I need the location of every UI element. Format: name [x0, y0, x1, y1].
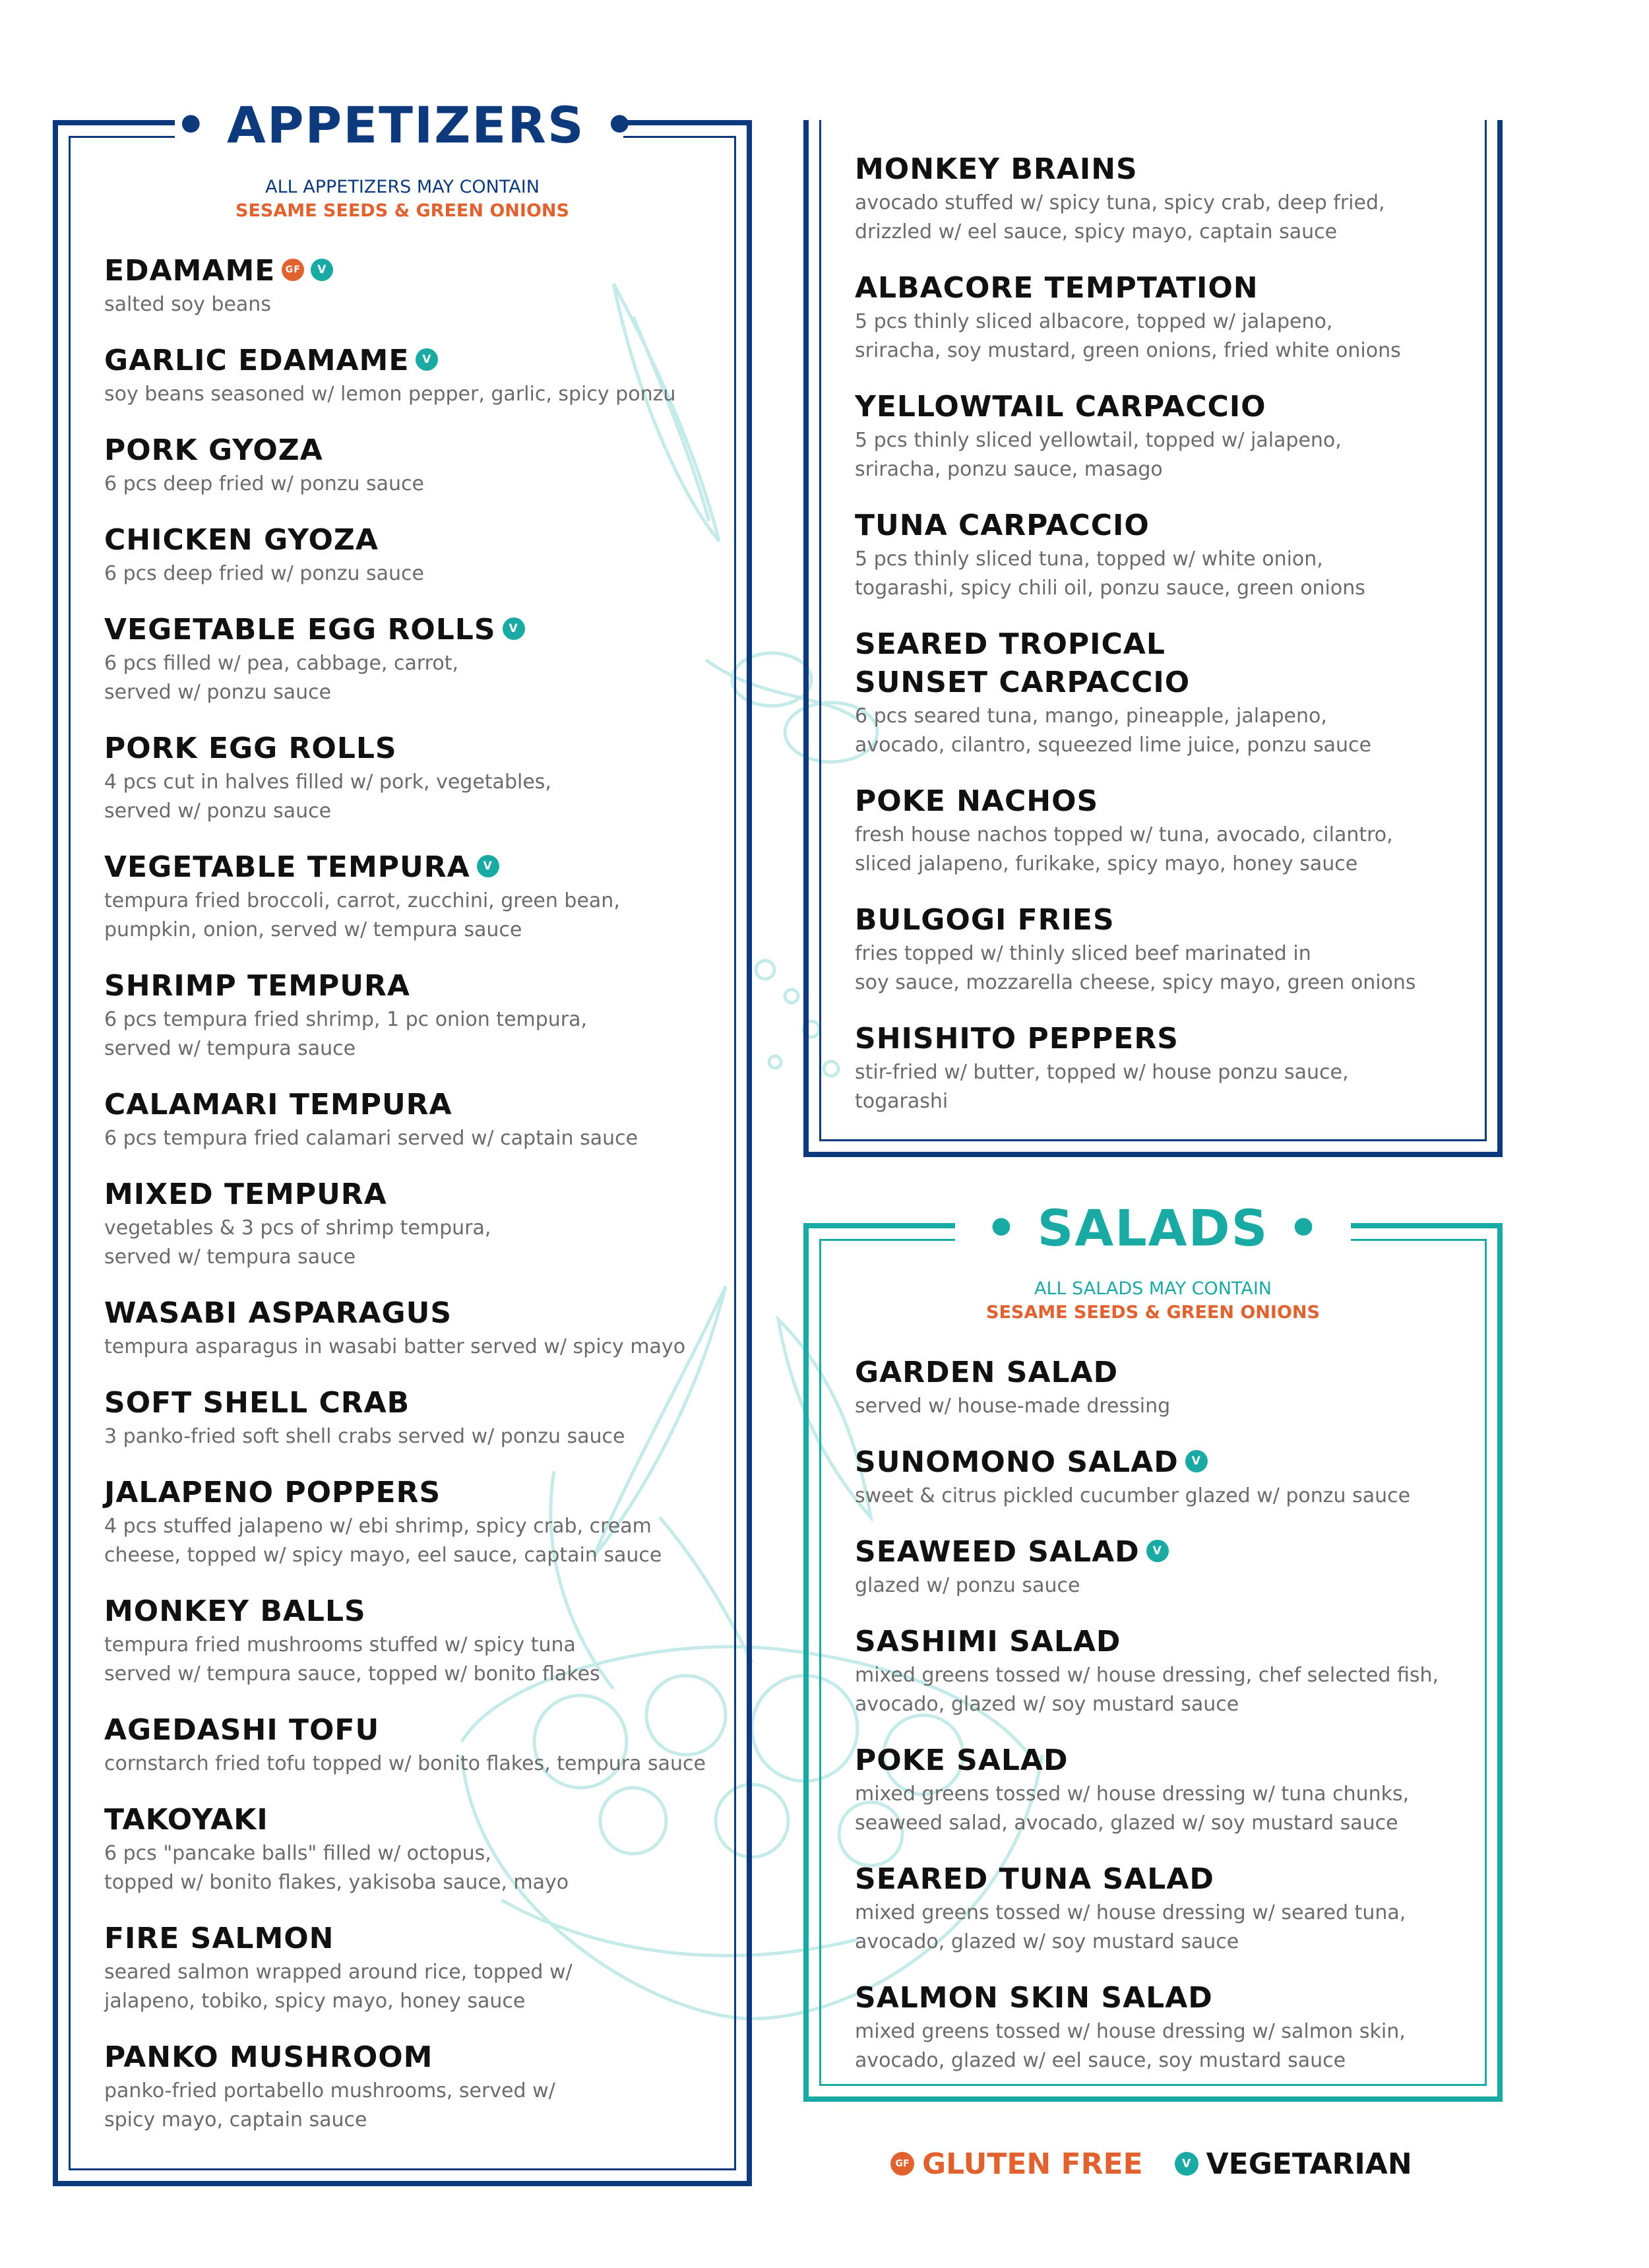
menu-item-name-line: CALAMARI TEMPURA: [104, 1088, 452, 1121]
menu-item: [104, 1711, 737, 1779]
menu-item-name-line: SOFT SHELL CRAB: [104, 1386, 410, 1420]
menu-item-name: [104, 730, 737, 768]
menu-item-name-line: POKE SALAD: [855, 1744, 1069, 1777]
salads-note-line1: ALL SALADS MAY CONTAIN: [1034, 1278, 1272, 1299]
menu-item-name: [104, 521, 737, 559]
menu-item-name-line: SEARED TUNA SALAD: [855, 1862, 1214, 1896]
menu-item-description: avocado stuffed w/ spicy tuna, spicy crab, deep fried, drizzled w/ eel sauce, spicy mayo, captain sauce: [855, 191, 1385, 243]
vegetarian-icon: V: [311, 259, 333, 281]
menu-item-description: 6 pcs "pancake balls" filled w/ octopus, topped w/ bonito flakes, yakisoba sauce, mayo: [104, 1842, 569, 1894]
menu-item-description: 4 pcs stuffed jalapeno w/ ebi shrimp, spicy crab, cream cheese, topped w/ spicy mayo, eel sauce, captain sauce: [104, 1515, 662, 1567]
salads-item-list: [855, 1354, 1488, 2093]
menu-item-description: served w/ house-made dressing: [855, 1395, 1171, 1418]
menu-item-name: [855, 625, 1488, 702]
menu-item-name-line: MONKEY BRAINS: [855, 152, 1138, 186]
menu-item-name-line: FIRE SALMON: [104, 1922, 334, 1955]
menu-item-description: vegetables & 3 pcs of shrimp tempura, served w/ tempura sauce: [104, 1216, 491, 1269]
menu-item-name-line: VEGETABLE EGG ROLLS: [104, 613, 496, 646]
menu-item: [104, 342, 737, 409]
gluten-free-icon: GF: [282, 259, 304, 281]
menu-item-description: 4 pcs cut in halves filled w/ pork, vegetables, served w/ ponzu sauce: [104, 771, 551, 823]
menu-item: [104, 1176, 737, 1272]
menu-item-name-line: ALBACORE TEMPTATION: [855, 271, 1259, 305]
menu-item-name-line: EDAMAME: [104, 254, 276, 288]
menu-item-description: 6 pcs filled w/ pea, cabbage, carrot, served w/ ponzu sauce: [104, 652, 458, 704]
menu-item: [855, 625, 1488, 760]
vegetarian-icon: V: [1175, 2152, 1198, 2176]
menu-item-name: [855, 1742, 1488, 1780]
menu-item-name: [104, 848, 737, 887]
menu-item-description: soy beans seasoned w/ lemon pepper, garlic, spicy ponzu: [104, 383, 676, 406]
menu-item-name: [855, 901, 1488, 939]
menu-item-description: tempura fried mushrooms stuffed w/ spicy tuna served w/ tempura sauce, topped w/ bonito flakes: [104, 1633, 600, 1685]
menu-item-description: cornstarch fried tofu topped w/ bonito flakes, tempura sauce: [104, 1752, 706, 1775]
menu-item-description: mixed greens tossed w/ house dressing, chef selected fish, avocado, glazed w/ soy mustard sauce: [855, 1664, 1439, 1716]
menu-item: [855, 1533, 1488, 1600]
menu-item-name: [104, 611, 737, 649]
menu-item: [104, 431, 737, 499]
menu-item-name: [855, 507, 1488, 545]
menu-item: [104, 848, 737, 945]
menu-item-name-line: POKE NACHOS: [855, 784, 1099, 818]
menu-item: [855, 1742, 1488, 1838]
menu-item: [855, 1979, 1488, 2075]
menu-item-name-line: AGEDASHI TOFU: [104, 1713, 380, 1747]
appetizers-title: • APPETIZERS •: [175, 92, 623, 158]
menu-item-name: [104, 1176, 737, 1214]
appetizers-allergen-note: [73, 175, 732, 223]
menu-item: [104, 2038, 737, 2135]
menu-item-name: [104, 2038, 737, 2077]
menu-item-description: seared salmon wrapped around rice, topped w/ jalapeno, tobiko, spicy mayo, honey sauce: [104, 1961, 573, 2013]
menu-item-name-line: WASABI ASPARAGUS: [104, 1296, 452, 1330]
menu-item: [104, 967, 737, 1063]
appetizers-note-line1: ALL APPETIZERS MAY CONTAIN: [265, 177, 540, 197]
menu-item-name: [855, 269, 1488, 307]
menu-item: [104, 1920, 737, 2016]
menu-item-description: fries topped w/ thinly sliced beef marinated in soy sauce, mozzarella cheese, spicy mayo, green onions: [855, 942, 1416, 994]
menu-item: [104, 1086, 737, 1153]
menu-item-name: [104, 1592, 737, 1631]
menu-item-name: [855, 1623, 1488, 1661]
menu-item: [855, 388, 1488, 484]
menu-item-name-line: SHRIMP TEMPURA: [104, 969, 410, 1003]
menu-item-name-line: YELLOWTAIL CARPACCIO: [855, 390, 1266, 424]
menu-item-name-line: MIXED TEMPURA: [104, 1178, 387, 1211]
menu-item: [104, 252, 737, 319]
vegetarian-icon: V: [503, 617, 525, 640]
menu-item-description: 5 pcs thinly sliced albacore, topped w/ jalapeno, sriracha, soy mustard, green onions, fried white onions: [855, 310, 1401, 362]
menu-item-description: 6 pcs seared tuna, mango, pineapple, jalapeno, avocado, cilantro, squeezed lime juice, ponzu sauce: [855, 705, 1371, 757]
menu-item: [104, 1801, 737, 1897]
menu-item-description: 5 pcs thinly sliced tuna, topped w/ white onion, togarashi, spicy chili oil, ponzu sauce, green onions: [855, 548, 1365, 600]
menu-item: [855, 1860, 1488, 1957]
menu-item-name-line: SUNOMONO SALAD: [855, 1445, 1179, 1479]
menu-item-name: [855, 1533, 1488, 1571]
menu-item-name-line: PANKO MUSHROOM: [104, 2040, 433, 2074]
legend-vegetarian-label: VEGETARIAN: [1206, 2147, 1412, 2181]
menu-item-name: [104, 967, 737, 1005]
salads-title: • SALADS •: [955, 1195, 1351, 1261]
vegetarian-icon: V: [1146, 1540, 1169, 1562]
menu-item-name-line: SASHIMI SALAD: [855, 1625, 1121, 1658]
menu-item-name: [855, 1979, 1488, 2017]
legend-vegetarian: [1175, 2147, 1412, 2181]
menu-item: [855, 507, 1488, 603]
menu-item-name: [104, 1801, 737, 1839]
salads-note-line2: SESAME SEEDS & GREEN ONIONS: [986, 1302, 1320, 1323]
menu-item-description: 5 pcs thinly sliced yellowtail, topped w/ jalapeno, sriracha, ponzu sauce, masago: [855, 429, 1342, 481]
vegetarian-icon: V: [416, 348, 438, 371]
menu-item-name: [104, 1920, 737, 1958]
menu-item-description: 6 pcs deep fried w/ ponzu sauce: [104, 472, 424, 495]
menu-item-name: [104, 1384, 737, 1422]
menu-item: [104, 1294, 737, 1362]
menu-item-name-line: SHISHITO PEPPERS: [855, 1022, 1179, 1055]
menu-item: [104, 1592, 737, 1689]
menu-item-description: 6 pcs tempura fried calamari served w/ captain sauce: [104, 1127, 638, 1150]
menu-item: [104, 730, 737, 826]
menu-item-name: [104, 1711, 737, 1749]
menu-item: [855, 901, 1488, 997]
menu-item-name-line: VEGETABLE TEMPURA: [104, 850, 470, 884]
menu-item-name-line: GARLIC EDAMAME: [104, 344, 410, 377]
menu-item-name-line: GARDEN SALAD: [855, 1356, 1119, 1389]
menu-item-name-line: PORK GYOZA: [104, 433, 323, 467]
menu-item: [104, 1474, 737, 1570]
menu-item: [855, 782, 1488, 879]
menu-item-name: [855, 1860, 1488, 1899]
specials-item-list: [855, 150, 1488, 1140]
menu-item-name: [855, 388, 1488, 426]
menu-item: [855, 1623, 1488, 1719]
menu-item: [104, 521, 737, 588]
menu-item-name-line: SALMON SKIN SALAD: [855, 1981, 1213, 2015]
menu-item-name: [104, 252, 737, 290]
menu-item-description: mixed greens tossed w/ house dressing w/ seared tuna, avocado, glazed w/ soy mustard sauce: [855, 1901, 1406, 1953]
menu-item-name-line: TUNA CARPACCIO: [855, 509, 1150, 542]
vegetarian-icon: V: [477, 855, 499, 877]
menu-item-name-line: PORK EGG ROLLS: [104, 732, 397, 765]
menu-item-name: [855, 1020, 1488, 1058]
menu-item-name: [855, 150, 1488, 189]
menu-item: [104, 1384, 737, 1451]
menu-item-description: 3 panko-fried soft shell crabs served w/ ponzu sauce: [104, 1425, 625, 1448]
menu-item: [855, 150, 1488, 247]
menu-item-description: fresh house nachos topped w/ tuna, avocado, cilantro, sliced jalapeno, furikake, spicy mayo, honey sauce: [855, 823, 1393, 875]
menu-item-description: tempura asparagus in wasabi batter served w/ spicy mayo: [104, 1335, 686, 1358]
menu-item: [855, 1443, 1488, 1511]
menu-item-description: 6 pcs deep fried w/ ponzu sauce: [104, 562, 424, 585]
menu-item-name-line: SUNSET CARPACCIO: [855, 666, 1191, 699]
menu-item-description: panko-fried portabello mushrooms, served w/ spicy mayo, captain sauce: [104, 2079, 555, 2131]
salads-allergen-note: [823, 1277, 1483, 1325]
menu-item-name: [855, 1354, 1488, 1392]
legend-gluten-free: [890, 2147, 1143, 2181]
menu-item-name-line: CHICKEN GYOZA: [104, 523, 379, 557]
diet-legend: [890, 2141, 1412, 2187]
menu-item-description: salted soy beans: [104, 293, 271, 316]
menu-item-description: sweet & citrus pickled cucumber glazed w/ ponzu sauce: [855, 1484, 1411, 1507]
menu-item-name: [104, 1086, 737, 1124]
menu-item-name-line: TAKOYAKI: [104, 1803, 268, 1837]
menu-item: [855, 1020, 1488, 1116]
vegetarian-icon: V: [1185, 1450, 1208, 1472]
menu-item-name-line: MONKEY BALLS: [104, 1594, 366, 1628]
menu-item-description: 6 pcs tempura fried shrimp, 1 pc onion tempura, served w/ tempura sauce: [104, 1008, 588, 1060]
menu-item-description: mixed greens tossed w/ house dressing w/ tuna chunks, seaweed salad, avocado, glazed w/ soy mustard sauce: [855, 1782, 1410, 1835]
menu-item-name: [104, 342, 737, 380]
menu-item-name: [855, 782, 1488, 821]
menu-item-name: [104, 1474, 737, 1512]
menu-item-name-line: SEARED TROPICAL: [855, 627, 1166, 661]
appetizers-item-list: [104, 252, 737, 2165]
menu-item-name-line: SEAWEED SALAD: [855, 1535, 1140, 1569]
menu-item: [855, 1354, 1488, 1421]
menu-item-name: [104, 1294, 737, 1333]
menu-item-description: tempura fried broccoli, carrot, zucchini, green bean, pumpkin, onion, served w/ tempura sauce: [104, 889, 620, 941]
menu-item-name-line: JALAPENO POPPERS: [104, 1476, 441, 1509]
menu-item-description: mixed greens tossed w/ house dressing w/ salmon skin, avocado, glazed w/ eel sauce, soy mustard sauce: [855, 2020, 1406, 2072]
menu-item: [104, 611, 737, 707]
legend-gluten-free-label: GLUTEN FREE: [922, 2147, 1143, 2181]
gluten-free-icon: GF: [890, 2152, 914, 2176]
menu-item-description: glazed w/ ponzu sauce: [855, 1574, 1080, 1597]
menu-item-name-line: BULGOGI FRIES: [855, 903, 1115, 937]
menu-item-description: stir-fried w/ butter, topped w/ house ponzu sauce, togarashi: [855, 1061, 1349, 1113]
menu-item: [855, 269, 1488, 365]
menu-item-name: [855, 1443, 1488, 1482]
appetizers-note-line2: SESAME SEEDS & GREEN ONIONS: [235, 201, 569, 221]
menu-item-name: [104, 431, 737, 470]
